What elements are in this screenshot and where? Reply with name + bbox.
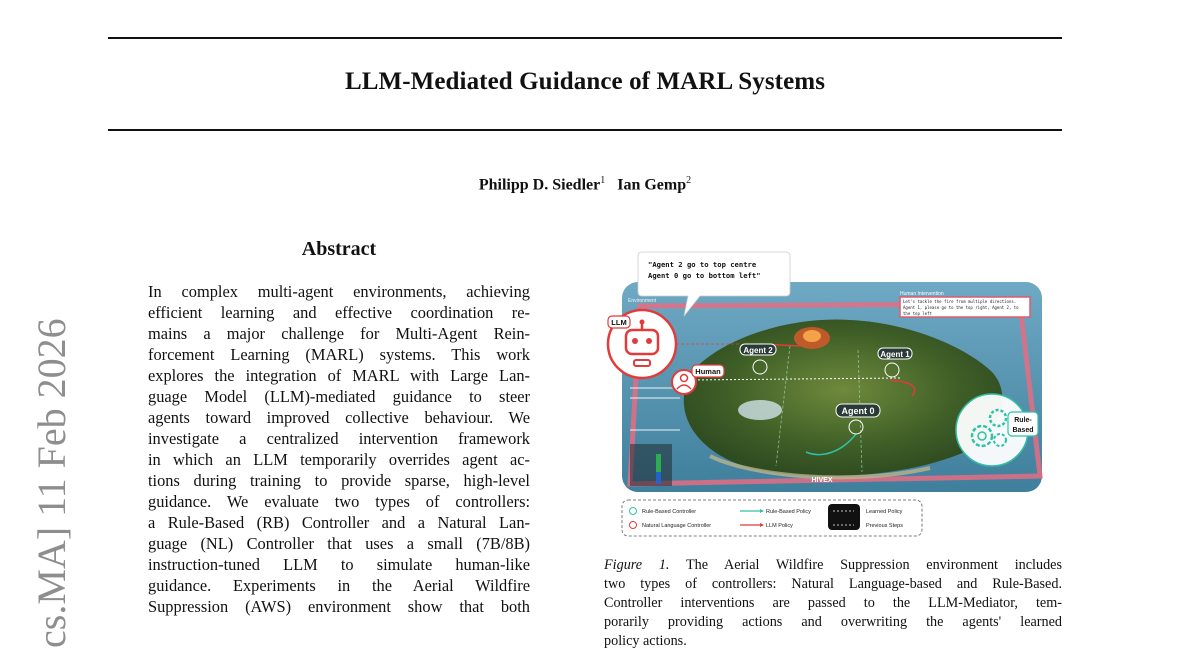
caption-text: policy actions. [604, 633, 687, 649]
abstract-line: guidance. We evaluate two types of controllers: [148, 492, 530, 511]
top-rule [108, 37, 1062, 39]
abstract-line: in which an LLM temporarily overrides agent ac- [148, 450, 530, 469]
caption-text: two types of controllers: Natural Language-based and Rule-Based. [604, 576, 1062, 592]
caption-label: Figure 1. [604, 557, 670, 573]
abstract-line: agents toward improved collective behaviour. We [148, 408, 530, 427]
hivex-watermark: HIVEX [811, 477, 833, 484]
abstract-heading: Abstract [301, 238, 377, 260]
caption-text: The Aerial Wildfire Suppression environment includes [685, 557, 1063, 573]
abstract-line: efficient learning and effective coordination re- [148, 303, 530, 322]
legend-label: Previous Steps [866, 523, 903, 529]
caption-text: Controller interventions are passed to the LLM-Mediator, tem- [604, 595, 1062, 611]
caption-text: porarily providing actions and overwriting the agents' learned [604, 614, 1062, 630]
lake [738, 400, 782, 420]
author-name: Philipp D. Siedler [478, 176, 601, 194]
hud-message-line: Agent 1, please go to the top right, Agent 2, to [903, 305, 1019, 310]
title-rule [108, 129, 1062, 131]
llm-controller [608, 310, 676, 378]
paper-title: LLM-Mediated Guidance of MARL Systems [344, 68, 826, 95]
author-affiliation: 1 [600, 175, 606, 186]
legend-label: Rule-Based Policy [766, 509, 811, 515]
abstract-line: Suppression (AWS) environment show that both [148, 597, 530, 616]
abstract-line: investigate a centralized intervention framework [148, 429, 530, 448]
abstract-line: mains a major challenge for Multi-Agent Rein- [148, 324, 530, 343]
hud-message-line: the top left [903, 311, 932, 316]
agent-1-label: Agent 1 [880, 350, 910, 359]
agent-0-label: Agent 0 [841, 406, 875, 416]
rule-label: Based [1012, 427, 1034, 434]
author-list [0, 175, 1170, 194]
abstract-line: guidance. Experiments in the Aerial Wildfire [148, 576, 530, 595]
legend-label: Natural Language Controller [642, 523, 712, 529]
figure-legend [622, 500, 922, 536]
llm-label: LLM [611, 318, 627, 327]
agent-2-label: Agent 2 [743, 346, 773, 355]
figure-caption [604, 556, 1062, 651]
abstract-line: guage Model (LLM)-mediated guidance to steer [148, 387, 530, 406]
figure-1 [600, 246, 1062, 542]
hud-env-label: Environment [628, 298, 657, 304]
abstract-line: In complex multi-agent environments, achieving [148, 282, 530, 301]
speech-line: Agent 0 go to bottom left" [648, 271, 761, 280]
hud-human-label: Human Intervention [900, 291, 944, 297]
human-label: Human [695, 367, 721, 376]
author-name: Ian Gemp [617, 176, 687, 194]
abstract-line: explores the integration of MARL with Large Lan- [148, 366, 530, 385]
legend-label: Rule-Based Controller [642, 509, 697, 515]
abstract-line: a Rule-Based (RB) Controller and a Natural Lan- [148, 513, 530, 532]
speech-line: "Agent 2 go to top centre [648, 260, 757, 269]
legend-label: LLM Policy [766, 523, 793, 529]
rule-label: Rule- [1014, 417, 1032, 424]
hud-message-line: Let's tackle the fire from multiple directions. [903, 299, 1017, 304]
fire-core [803, 330, 821, 342]
author-affiliation: 2 [686, 175, 692, 186]
abstract-line: tions during training to provide sparse, high-level [148, 471, 530, 490]
abstract-line: forcement Learning (MARL) systems. This work [148, 345, 530, 364]
abstract-line: guage (NL) Controller that uses a small (7B/8B) [148, 534, 530, 553]
legend-label: Learned Policy [866, 509, 903, 515]
arxiv-stamp: cs.MA] 11 Feb 2026 [29, 318, 74, 648]
abstract-line: instruction-tuned LLM to simulate human-like [148, 555, 530, 574]
learned-policy-swatch [828, 504, 860, 530]
